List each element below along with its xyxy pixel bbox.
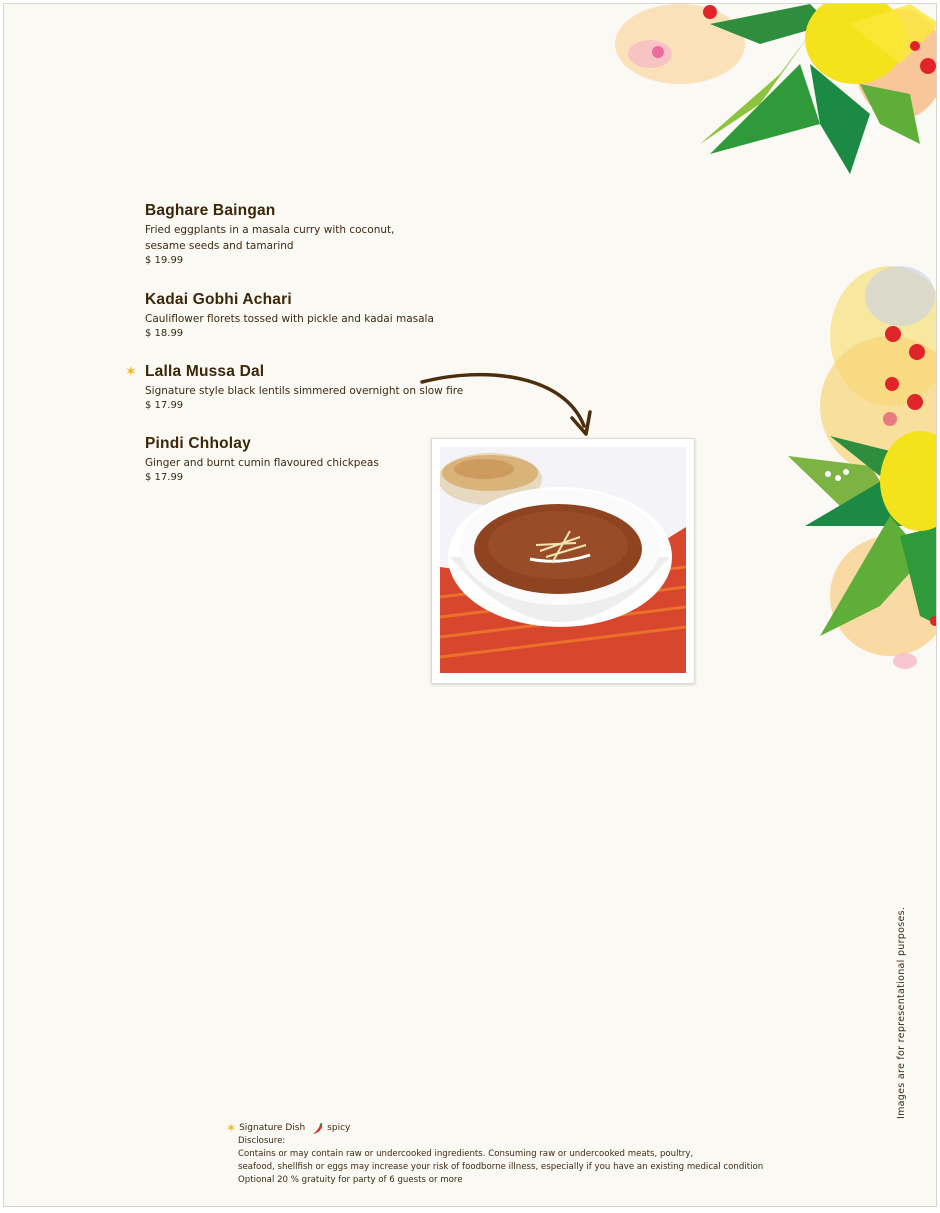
menu-item-description: Fried eggplants in a masala curry with coconut, sesame seeds and tamarind	[145, 224, 395, 252]
star-icon: ✶	[125, 364, 137, 380]
menu-page	[3, 3, 937, 1207]
signature-dish-label: Signature Dish	[239, 1123, 306, 1133]
curved-arrow-icon	[414, 364, 604, 444]
disclosure-line: seafood, shellfish or eggs may increase your risk of foodborne illness, especially if you have an existing medical condition	[238, 1162, 764, 1172]
disclosure-line: Contains or may contain raw or undercooked ingredients. Consuming raw or undercooked meats, poultry,	[238, 1149, 694, 1159]
menu-item-name: Kadai Gobhi Achari	[145, 291, 292, 308]
dal-bowl-illustration	[440, 447, 686, 673]
menu-item-pindi-chholay	[145, 435, 379, 483]
legend	[226, 1122, 763, 1135]
menu-item-baghare-baingan	[145, 202, 395, 266]
menu-item-name: Lalla Mussa Dal	[145, 363, 265, 380]
menu-item-description: Ginger and burnt cumin flavoured chickpeas	[145, 457, 379, 469]
menu-item-name: Baghare Baingan	[145, 202, 276, 219]
menu-item-price: $ 17.99	[145, 400, 184, 411]
dish-photo-frame	[431, 438, 695, 684]
disclosure-title: Disclosure:	[238, 1136, 286, 1146]
star-icon: ✶	[226, 1121, 237, 1135]
menu-item-name: Pindi Chholay	[145, 435, 251, 452]
image-disclaimer: Images are for representational purposes.	[896, 906, 907, 1119]
gratuity-note: Optional 20 % gratuity for party of 6 guests or more	[238, 1175, 463, 1185]
menu-item-description: Cauliflower florets tossed with pickle and kadai masala	[145, 313, 434, 325]
menu-item-kadai-gobhi-achari	[145, 291, 434, 339]
footer	[226, 1122, 763, 1187]
floral-decoration-top	[610, 4, 937, 174]
floral-decoration-side	[780, 256, 937, 701]
menu-item-price: $ 19.99	[145, 255, 184, 266]
chili-pepper-icon	[312, 1123, 324, 1135]
menu-item-price: $ 18.99	[145, 328, 184, 339]
menu-item-price: $ 17.99	[145, 472, 184, 483]
spicy-label: spicy	[327, 1123, 351, 1133]
menu-item-description: Signature style black lentils simmered overnight on slow fire	[145, 385, 464, 397]
